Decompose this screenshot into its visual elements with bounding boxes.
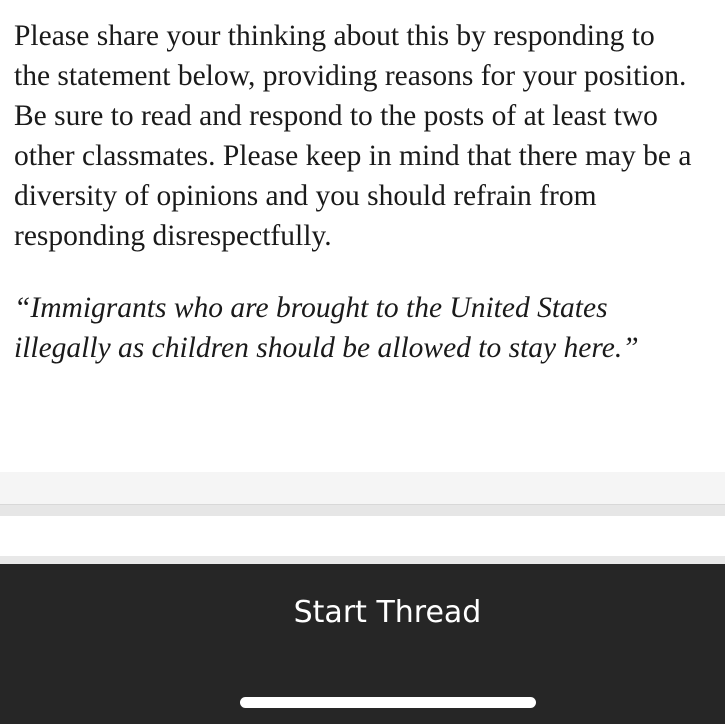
discussion-statement-quote [14, 288, 725, 368]
section-divider [0, 504, 725, 516]
blank-row [0, 516, 725, 556]
prompt-line: diversity of opinions and you should refrain from [14, 180, 597, 212]
discussion-prompt [14, 16, 725, 256]
bottom-action-bar [0, 564, 725, 724]
prompt-line: responding disrespectfully. [14, 220, 332, 252]
quote-line: “Immigrants who are brought to the United States [14, 292, 608, 324]
prompt-line: other classmates. Please keep in mind that there may be a [14, 140, 692, 172]
prompt-line: Please share your thinking about this by responding to [14, 20, 655, 52]
footer-divider [0, 556, 725, 564]
home-indicator[interactable] [240, 697, 536, 708]
quote-line: illegally as children should be allowed to stay here.” [14, 332, 639, 364]
start-thread-button[interactable]: Start Thread [293, 594, 482, 630]
prompt-line: Be sure to read and respond to the posts of at least two [14, 100, 658, 132]
content-end-band [0, 472, 725, 504]
prompt-line: the statement below, providing reasons for your position. [14, 60, 687, 92]
